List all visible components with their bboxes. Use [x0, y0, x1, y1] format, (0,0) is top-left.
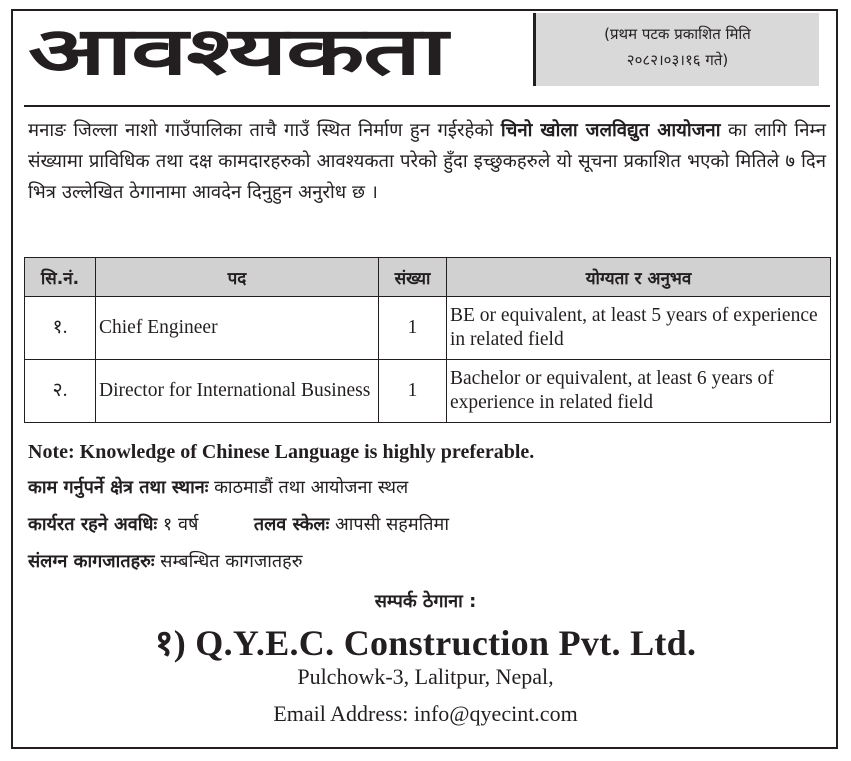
- header-post: पद: [96, 258, 379, 297]
- publication-date-line1: (प्रथम पटक प्रकाशित मिति: [604, 25, 751, 43]
- documents-line: [28, 549, 303, 573]
- intro-paragraph: [28, 115, 826, 208]
- header-divider: [24, 105, 830, 107]
- row-qualification: Bachelor or equivalent, at least 6 years of experience in related field: [447, 360, 831, 423]
- project-name: चिनो खोला जलविद्युत आयोजना: [500, 120, 721, 141]
- row-qualification: BE or equivalent, at least 5 years of experience in related field: [447, 297, 831, 360]
- work-area-label: काम गर्नुपर्ने क्षेत्र तथा स्थानः: [28, 477, 209, 498]
- header-count: संख्या: [379, 258, 447, 297]
- table-row: [25, 360, 831, 423]
- row-serial-number: २.: [25, 360, 96, 423]
- work-area-value: काठमाडौं तथा आयोजना स्थल: [214, 477, 409, 498]
- duration-label: कार्यरत रहने अवधिः: [28, 514, 158, 535]
- row-post: Chief Engineer: [96, 297, 379, 360]
- publication-date-line2: २०८२।०३।१६ गते): [626, 51, 729, 69]
- work-area-line: [28, 475, 408, 499]
- notice-title: आवश्यकता: [28, 13, 447, 90]
- publication-date-box: [533, 13, 819, 86]
- contact-heading: सम्पर्क ठेगाना :: [374, 591, 477, 612]
- documents-label: संलग्न कागजातहरुः: [28, 551, 155, 572]
- company-email: Email Address: info@qyecint.com: [273, 701, 578, 726]
- duration-value: १ वर्ष: [162, 514, 199, 535]
- duration-salary-line: [28, 512, 449, 536]
- row-post: Director for International Business: [96, 360, 379, 423]
- row-count: 1: [379, 297, 447, 360]
- table-row: [25, 297, 831, 360]
- vacancy-table: [24, 257, 831, 423]
- salary-value: आपसी सहमतिमा: [334, 514, 449, 535]
- row-count: 1: [379, 360, 447, 423]
- company-name: १) Q.Y.E.C. Construction Pvt. Ltd.: [154, 623, 697, 663]
- row-serial-number: १.: [25, 297, 96, 360]
- header-serial-number: सि.नं.: [25, 258, 96, 297]
- intro-text-part1: मनाङ जिल्ला नाशो गाउँपालिका ताचै गाउँ स्थित निर्माण हुन गईरहेको: [28, 120, 501, 141]
- salary-label: तलव स्केलः: [253, 514, 330, 535]
- intro-text-part2: का लागि निम्न संख्यामा प्राविधिक तथा दक्ष कामदारहरुको आवश्यकता परेको हुँदा इच्छुकहरुले यो सूचना प्रकाशित भएको मितिले ७ दिन भित्र उल्लेखित ठेगानामा आवदेन दिनुहुन अनुरोध छ ।: [28, 120, 826, 203]
- table-header-row: [25, 258, 831, 297]
- company-address: Pulchowk-3, Lalitpur, Nepal,: [297, 664, 554, 689]
- language-note: Note: Knowledge of Chinese Language is highly preferable.: [28, 441, 535, 463]
- documents-value: सम्बन्धित कागजातहरु: [160, 551, 303, 572]
- header-qualification: योग्यता र अनुभव: [447, 258, 831, 297]
